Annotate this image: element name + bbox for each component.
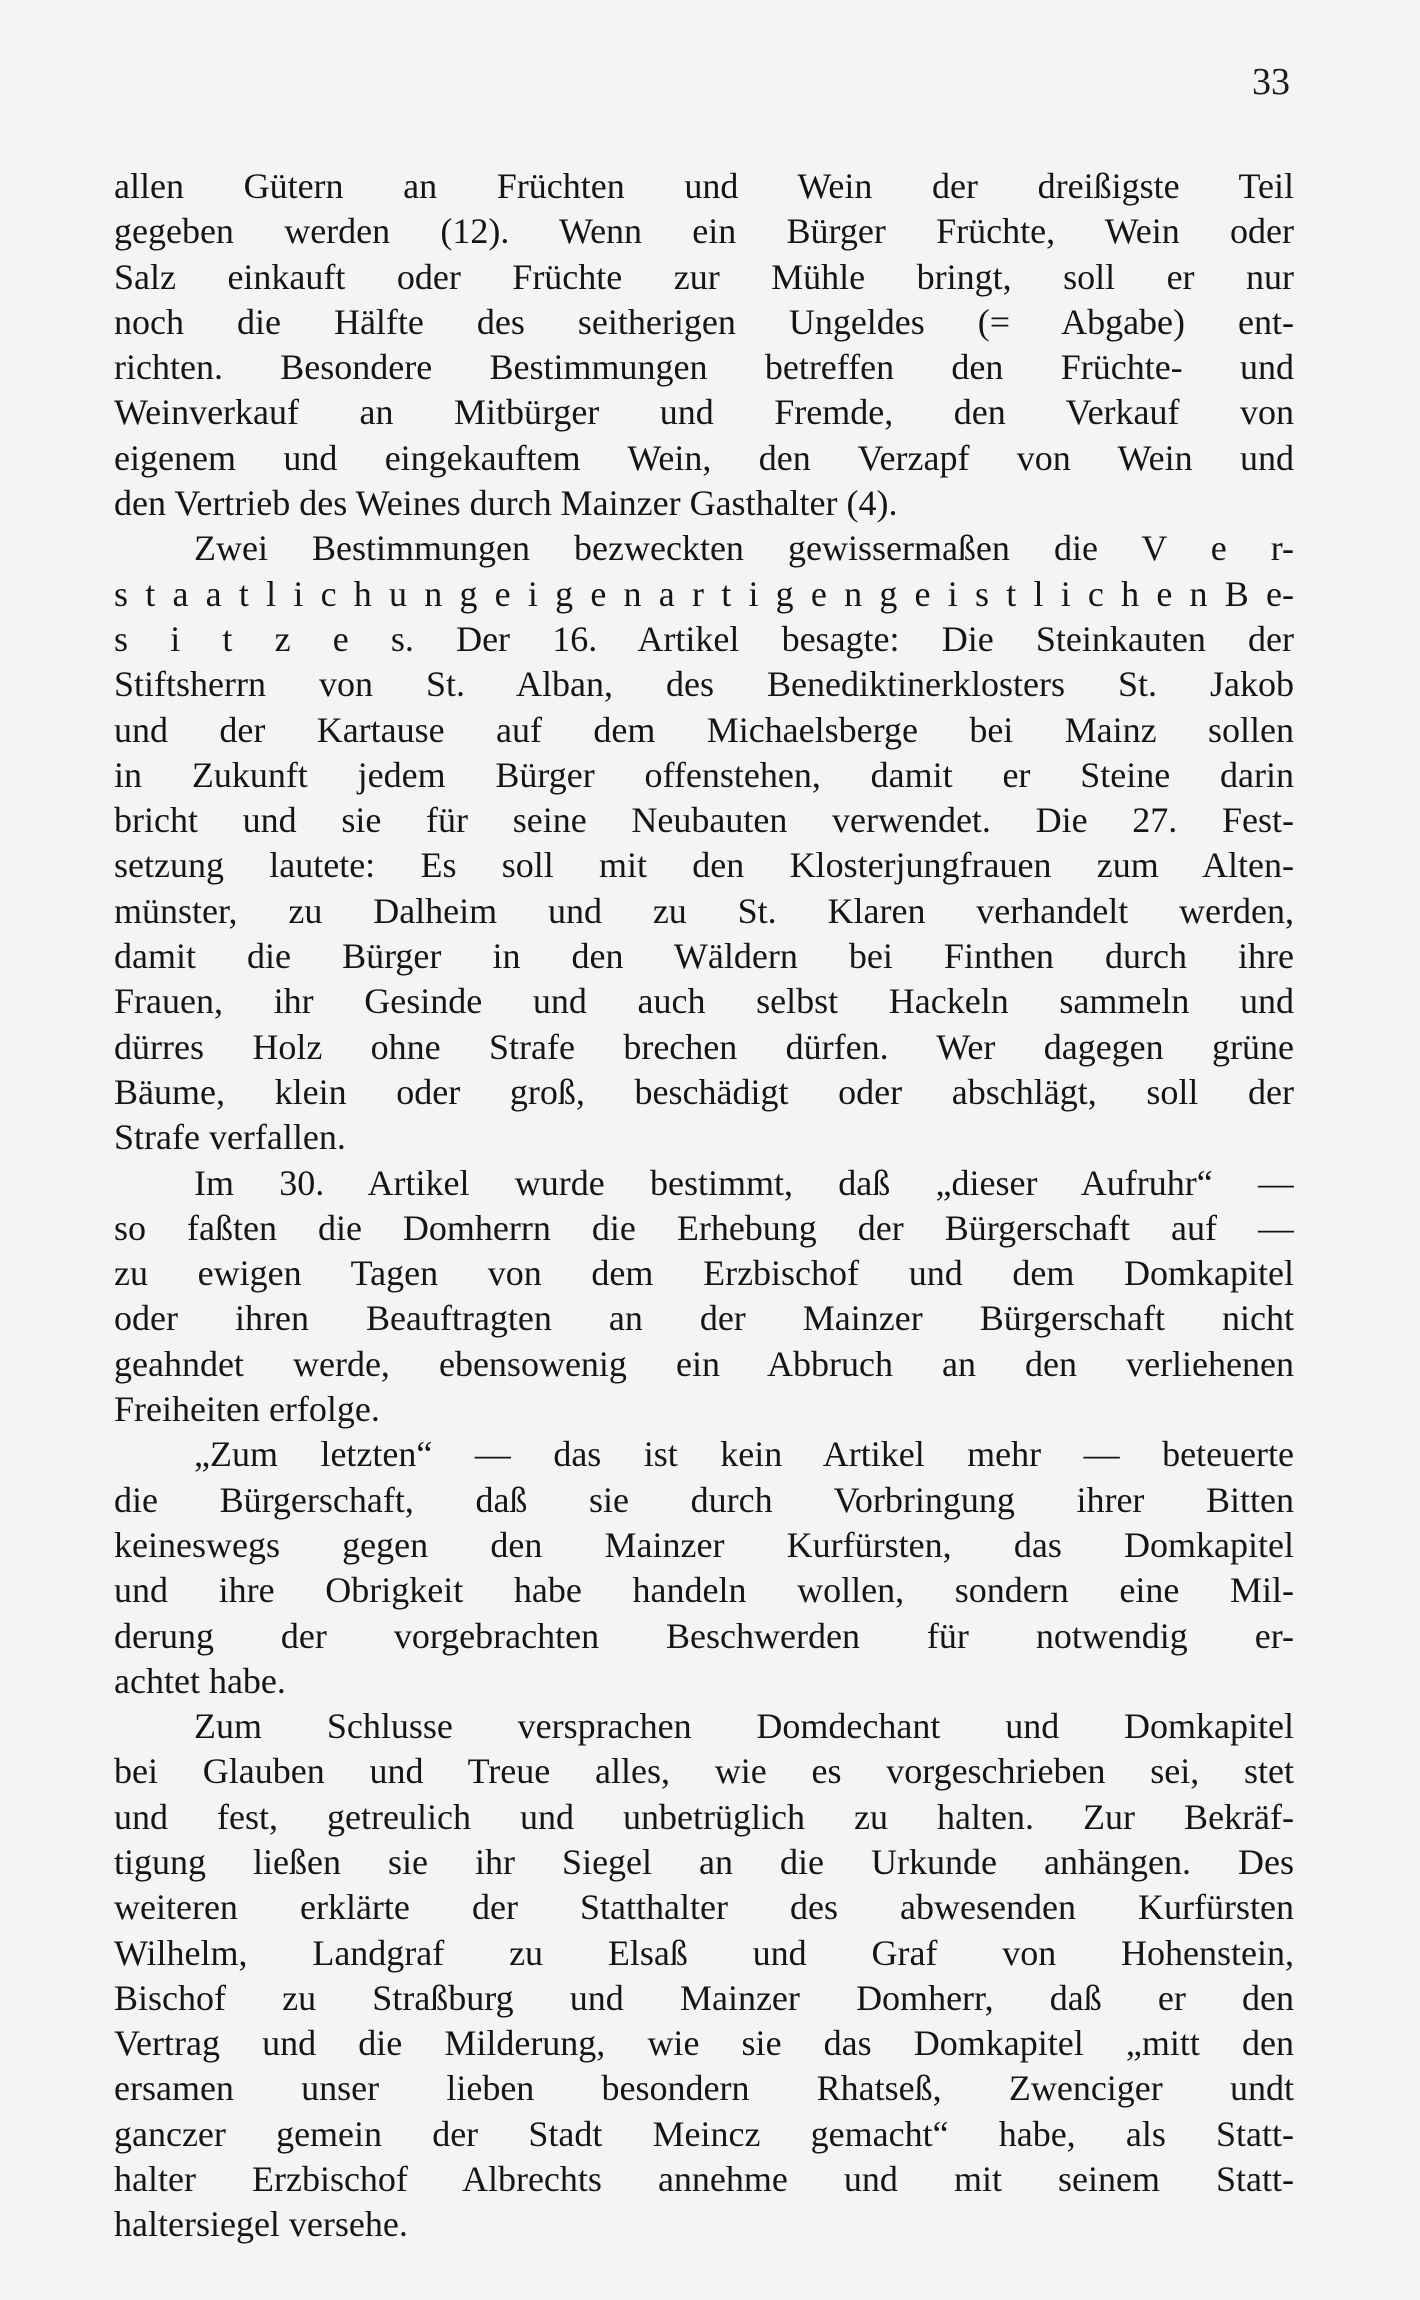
text-line: Zum Schlusse versprachen Domdechant und Domkapitel — [194, 1706, 1294, 1747]
text-line: gegeben werden (12). Wenn ein Bürger Früchte, Wein oder — [114, 211, 1294, 252]
text-line: oder ihren Beauftragten an der Mainzer Bürgerschaft nicht — [114, 1298, 1294, 1339]
text-line: damit die Bürger in den Wäldern bei Finthen durch ihre — [114, 936, 1294, 977]
text-line: ganczer gemein der Stadt Meincz gemacht“ habe, als Statt- — [114, 2113, 1294, 2154]
text-line: Wilhelm, Landgraf zu Elsaß und Graf von Hohenstein, — [114, 1932, 1294, 1973]
text-line: in Zukunft jedem Bürger offenstehen, damit er Steine darin — [114, 754, 1294, 795]
text-line: weiteren erklärte der Statthalter des abwesenden Kurfürsten — [114, 1887, 1294, 1928]
text-line: dürres Holz ohne Strafe brechen dürfen. Wer dagegen grüne — [114, 1026, 1294, 1067]
page-number: 33 — [1252, 61, 1290, 103]
text-line: Zwei Bestimmungen bezweckten gewissermaßen die V e r- — [194, 528, 1294, 569]
text-line: ersamen unser lieben besondern Rhatseß, Zwenciger undt — [114, 2068, 1294, 2109]
text-line: Freiheiten erfolge. — [114, 1389, 380, 1430]
text-line: Bischof zu Straßburg und Mainzer Domherr, daß er den — [114, 1977, 1294, 2018]
text-line: münster, zu Dalheim und zu St. Klaren verhandelt werden, — [114, 890, 1294, 931]
text-line: s i t z e s. Der 16. Artikel besagte: Die Steinkauten der — [114, 618, 1294, 659]
text-line: bricht und sie für seine Neubauten verwendet. Die 27. Fest- — [114, 800, 1294, 841]
text-line: achtet habe. — [114, 1660, 286, 1701]
text-line: richten. Besondere Bestimmungen betreffen den Früchte- und — [114, 347, 1294, 388]
text-line: Stiftsherrn von St. Alban, des Benediktinerklosters St. Jakob — [114, 664, 1294, 705]
text-line: zu ewigen Tagen von dem Erzbischof und dem Domkapitel — [114, 1253, 1294, 1294]
text-line: haltersiegel versehe. — [114, 2204, 408, 2245]
text-line: „Zum letzten“ — das ist kein Artikel mehr — beteuerte — [194, 1434, 1294, 1475]
text-line: Im 30. Artikel wurde bestimmt, daß „dieser Aufruhr“ — — [194, 1162, 1294, 1203]
text-line: so faßten die Domherrn die Erhebung der Bürgerschaft auf — — [114, 1207, 1294, 1248]
text-line: eigenem und eingekauftem Wein, den Verzapf von Wein und — [114, 437, 1294, 478]
body-text — [114, 164, 1294, 2248]
text-line: Vertrag und die Milderung, wie sie das Domkapitel „mitt den — [114, 2023, 1294, 2064]
text-line: Strafe verfallen. — [114, 1117, 346, 1158]
text-line: geahndet werde, ebensowenig ein Abbruch an den verliehenen — [114, 1343, 1294, 1384]
text-line: halter Erzbischof Albrechts annehme und mit seinem Statt- — [114, 2159, 1294, 2200]
text-line: bei Glauben und Treue alles, wie es vorgeschrieben sei, stet — [114, 1751, 1294, 1792]
text-line: Bäume, klein oder groß, beschädigt oder abschlägt, soll der — [114, 1071, 1294, 1112]
text-line: s t a a t l i c h u n g e i g e n a r t i g e n g e i s t l i c h e n B e- — [114, 573, 1294, 614]
text-line: Weinverkauf an Mitbürger und Fremde, den Verkauf von — [114, 392, 1294, 433]
text-line: Frauen, ihr Gesinde und auch selbst Hackeln sammeln und — [114, 981, 1294, 1022]
text-line: derung der vorgebrachten Beschwerden für notwendig er- — [114, 1615, 1294, 1656]
text-line: Salz einkauft oder Früchte zur Mühle bringt, soll er nur — [114, 256, 1294, 297]
text-line: setzung lautete: Es soll mit den Klosterjungfrauen zum Alten- — [114, 845, 1294, 886]
text-line: und fest, getreulich und unbetrüglich zu halten. Zur Bekräf- — [114, 1796, 1294, 1837]
text-line: den Vertrieb des Weines durch Mainzer Gasthalter (4). — [114, 483, 898, 524]
text-line: allen Gütern an Früchten und Wein der dreißigste Teil — [114, 166, 1294, 206]
text-line: keineswegs gegen den Mainzer Kurfürsten, das Domkapitel — [114, 1524, 1294, 1565]
text-line: die Bürgerschaft, daß sie durch Vorbringung ihrer Bitten — [114, 1479, 1294, 1520]
text-line: und ihre Obrigkeit habe handeln wollen, sondern eine Mil- — [114, 1570, 1294, 1611]
text-line: und der Kartause auf dem Michaelsberge bei Mainz sollen — [114, 709, 1294, 750]
text-line: noch die Hälfte des seitherigen Ungeldes (= Abgabe) ent- — [114, 301, 1294, 342]
text-line: tigung ließen sie ihr Siegel an die Urkunde anhängen. Des — [114, 1841, 1294, 1882]
